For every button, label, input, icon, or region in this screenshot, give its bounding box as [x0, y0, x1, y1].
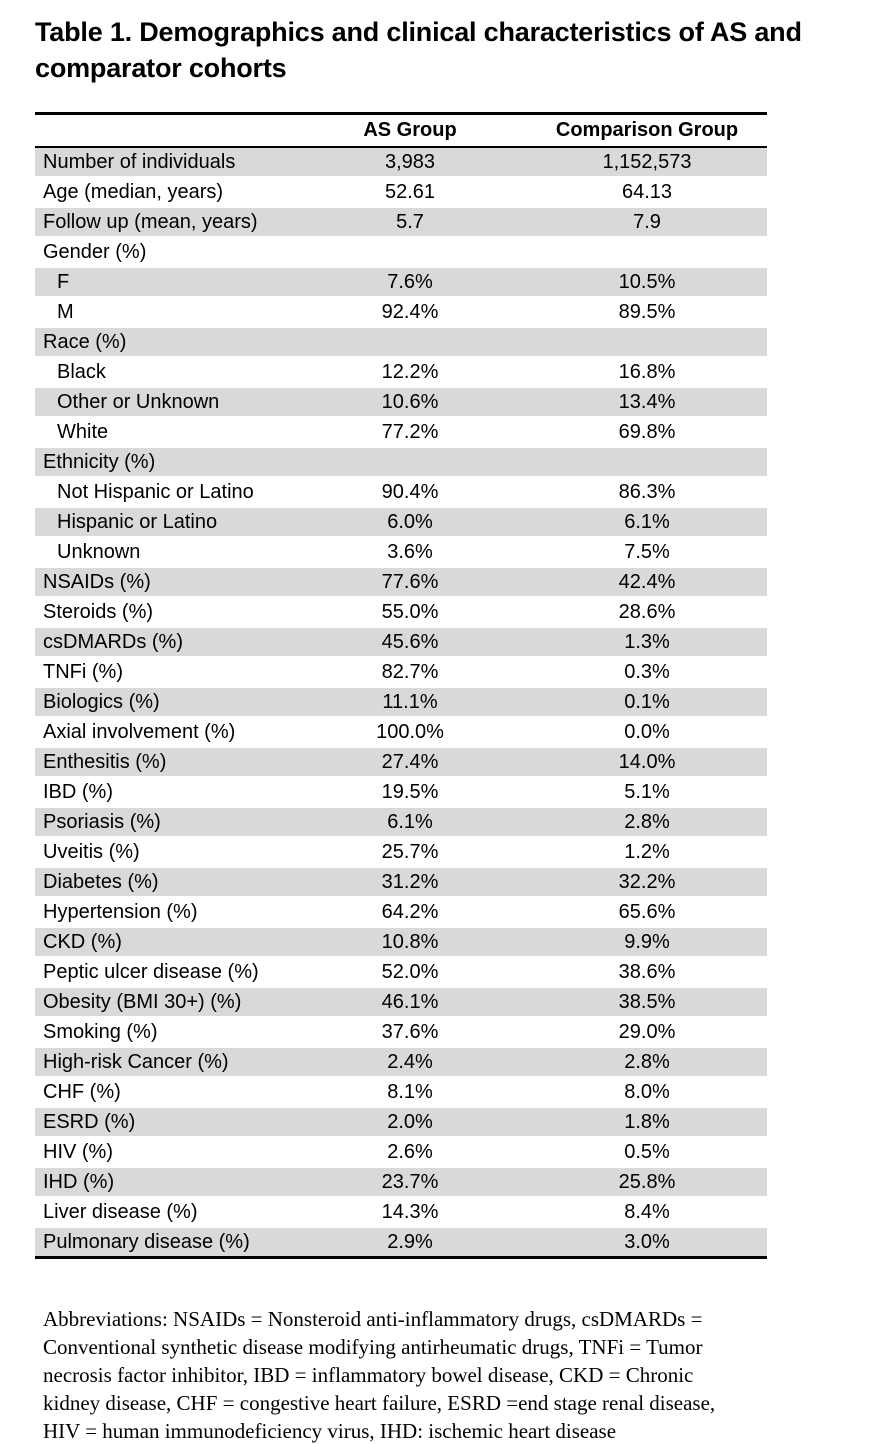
row-label: Age (median, years) — [35, 177, 293, 207]
as-group-value — [293, 447, 527, 477]
row-label: Psoriasis (%) — [35, 807, 293, 837]
comparison-group-value: 1.3% — [527, 627, 767, 657]
table-header — [35, 114, 767, 148]
comparison-group-value: 29.0% — [527, 1017, 767, 1047]
as-group-value: 5.7 — [293, 207, 527, 237]
table-row — [35, 447, 767, 477]
table-row — [35, 627, 767, 657]
as-group-value: 55.0% — [293, 597, 527, 627]
demographics-table — [35, 112, 767, 1259]
table-row — [35, 1107, 767, 1137]
as-group-value: 2.0% — [293, 1107, 527, 1137]
table-row — [35, 747, 767, 777]
row-label: Peptic ulcer disease (%) — [35, 957, 293, 987]
as-group-value: 2.9% — [293, 1227, 527, 1258]
table-row — [35, 687, 767, 717]
comparison-group-value — [527, 447, 767, 477]
comparison-group-value: 0.1% — [527, 687, 767, 717]
table-row — [35, 1197, 767, 1227]
as-group-value: 52.0% — [293, 957, 527, 987]
header-label-cell — [35, 114, 293, 148]
row-label: Black — [35, 357, 293, 387]
comparison-group-value: 7.9 — [527, 207, 767, 237]
row-label: Obesity (BMI 30+) (%) — [35, 987, 293, 1017]
row-label: Diabetes (%) — [35, 867, 293, 897]
as-group-value: 10.8% — [293, 927, 527, 957]
comparison-group-value: 1.2% — [527, 837, 767, 867]
table-row — [35, 537, 767, 567]
row-label: HIV (%) — [35, 1137, 293, 1167]
as-group-value: 52.61 — [293, 177, 527, 207]
footnote-line: Abbreviations: NSAIDs = Nonsteroid anti-inflammatory drugs, csDMARDs = — [43, 1307, 703, 1331]
comparison-group-value: 13.4% — [527, 387, 767, 417]
as-group-value: 92.4% — [293, 297, 527, 327]
comparison-group-value: 2.8% — [527, 1047, 767, 1077]
comparison-group-value: 9.9% — [527, 927, 767, 957]
as-group-value: 23.7% — [293, 1167, 527, 1197]
table-row — [35, 1167, 767, 1197]
table-row — [35, 147, 767, 177]
header-comparison-group: Comparison Group — [527, 114, 767, 148]
comparison-group-value — [527, 327, 767, 357]
table-row — [35, 657, 767, 687]
row-label: Enthesitis (%) — [35, 747, 293, 777]
as-group-value: 3.6% — [293, 537, 527, 567]
as-group-value: 77.2% — [293, 417, 527, 447]
table-row — [35, 477, 767, 507]
row-label: ESRD (%) — [35, 1107, 293, 1137]
row-label: CHF (%) — [35, 1077, 293, 1107]
as-group-value: 77.6% — [293, 567, 527, 597]
comparison-group-value: 64.13 — [527, 177, 767, 207]
as-group-value: 3,983 — [293, 147, 527, 177]
row-label: CKD (%) — [35, 927, 293, 957]
row-label: Biologics (%) — [35, 687, 293, 717]
as-group-value: 27.4% — [293, 747, 527, 777]
comparison-group-value: 6.1% — [527, 507, 767, 537]
row-label: Hispanic or Latino — [35, 507, 293, 537]
comparison-group-value: 42.4% — [527, 567, 767, 597]
row-label: Unknown — [35, 537, 293, 567]
header-as-group: AS Group — [293, 114, 527, 148]
as-group-value: 6.1% — [293, 807, 527, 837]
as-group-value: 19.5% — [293, 777, 527, 807]
comparison-group-value: 86.3% — [527, 477, 767, 507]
table-body — [35, 147, 767, 1258]
comparison-group-value: 0.3% — [527, 657, 767, 687]
row-label: Number of individuals — [35, 147, 293, 177]
as-group-value: 31.2% — [293, 867, 527, 897]
comparison-group-value: 0.5% — [527, 1137, 767, 1167]
row-label: csDMARDs (%) — [35, 627, 293, 657]
row-label: Gender (%) — [35, 237, 293, 267]
table-row — [35, 177, 767, 207]
page-title-line: Table 1. Demographics and clinical characteristics of AS and — [35, 17, 802, 47]
table-row — [35, 327, 767, 357]
table-row — [35, 987, 767, 1017]
table-row — [35, 837, 767, 867]
row-label: Other or Unknown — [35, 387, 293, 417]
page-title — [35, 14, 870, 86]
comparison-group-value: 14.0% — [527, 747, 767, 777]
footnote-line: kidney disease, CHF = congestive heart failure, ESRD =end stage renal disease, — [43, 1391, 716, 1415]
as-group-value: 46.1% — [293, 987, 527, 1017]
comparison-group-value: 7.5% — [527, 537, 767, 567]
as-group-value: 2.6% — [293, 1137, 527, 1167]
comparison-group-value: 8.0% — [527, 1077, 767, 1107]
table-row — [35, 207, 767, 237]
as-group-value: 6.0% — [293, 507, 527, 537]
row-label: Uveitis (%) — [35, 837, 293, 867]
comparison-group-value: 10.5% — [527, 267, 767, 297]
row-label: Liver disease (%) — [35, 1197, 293, 1227]
table-row — [35, 957, 767, 987]
row-label: F — [35, 267, 293, 297]
as-group-value: 37.6% — [293, 1017, 527, 1047]
as-group-value: 11.1% — [293, 687, 527, 717]
table-row — [35, 897, 767, 927]
as-group-value: 45.6% — [293, 627, 527, 657]
comparison-group-value: 25.8% — [527, 1167, 767, 1197]
table-row — [35, 777, 767, 807]
comparison-group-value: 1.8% — [527, 1107, 767, 1137]
row-label: Smoking (%) — [35, 1017, 293, 1047]
table-row — [35, 357, 767, 387]
comparison-group-value: 38.5% — [527, 987, 767, 1017]
row-label: Race (%) — [35, 327, 293, 357]
table-row — [35, 567, 767, 597]
comparison-group-value: 32.2% — [527, 867, 767, 897]
comparison-group-value: 1,152,573 — [527, 147, 767, 177]
footnote-line: necrosis factor inhibitor, IBD = inflammatory bowel disease, CKD = Chronic — [43, 1363, 694, 1387]
table-row — [35, 267, 767, 297]
table-row — [35, 1017, 767, 1047]
table-row — [35, 927, 767, 957]
table-row — [35, 1227, 767, 1258]
table-row — [35, 1137, 767, 1167]
table-row — [35, 417, 767, 447]
row-label: Pulmonary disease (%) — [35, 1227, 293, 1258]
row-label: TNFi (%) — [35, 657, 293, 687]
comparison-group-value: 0.0% — [527, 717, 767, 747]
table-header-row — [35, 114, 767, 148]
as-group-value: 25.7% — [293, 837, 527, 867]
comparison-group-value: 69.8% — [527, 417, 767, 447]
row-label: M — [35, 297, 293, 327]
comparison-group-value: 38.6% — [527, 957, 767, 987]
row-label: Axial involvement (%) — [35, 717, 293, 747]
row-label: Not Hispanic or Latino — [35, 477, 293, 507]
table-row — [35, 1047, 767, 1077]
as-group-value — [293, 327, 527, 357]
row-label: NSAIDs (%) — [35, 567, 293, 597]
table-row — [35, 867, 767, 897]
comparison-group-value: 5.1% — [527, 777, 767, 807]
comparison-group-value: 65.6% — [527, 897, 767, 927]
as-group-value — [293, 237, 527, 267]
as-group-value: 8.1% — [293, 1077, 527, 1107]
table-row — [35, 597, 767, 627]
table-row — [35, 507, 767, 537]
row-label: Ethnicity (%) — [35, 447, 293, 477]
comparison-group-value — [527, 237, 767, 267]
footnote-line: Conventional synthetic disease modifying antirheumatic drugs, TNFi = Tumor — [43, 1335, 703, 1359]
comparison-group-value: 16.8% — [527, 357, 767, 387]
row-label: IBD (%) — [35, 777, 293, 807]
as-group-value: 10.6% — [293, 387, 527, 417]
table-row — [35, 387, 767, 417]
footnote-line: HIV = human immunodeficiency virus, IHD: ischemic heart disease — [43, 1419, 617, 1443]
comparison-group-value: 8.4% — [527, 1197, 767, 1227]
row-label: Steroids (%) — [35, 597, 293, 627]
comparison-group-value: 89.5% — [527, 297, 767, 327]
row-label: Hypertension (%) — [35, 897, 293, 927]
table-row — [35, 297, 767, 327]
as-group-value: 100.0% — [293, 717, 527, 747]
comparison-group-value: 3.0% — [527, 1227, 767, 1258]
as-group-value: 82.7% — [293, 657, 527, 687]
table-row — [35, 237, 767, 267]
row-label: White — [35, 417, 293, 447]
comparison-group-value: 28.6% — [527, 597, 767, 627]
footnote — [43, 1305, 853, 1444]
table-row — [35, 807, 767, 837]
as-group-value: 90.4% — [293, 477, 527, 507]
row-label: IHD (%) — [35, 1167, 293, 1197]
table-row — [35, 1077, 767, 1107]
row-label: High-risk Cancer (%) — [35, 1047, 293, 1077]
as-group-value: 64.2% — [293, 897, 527, 927]
comparison-group-value: 2.8% — [527, 807, 767, 837]
as-group-value: 12.2% — [293, 357, 527, 387]
as-group-value: 7.6% — [293, 267, 527, 297]
as-group-value: 14.3% — [293, 1197, 527, 1227]
table-row — [35, 717, 767, 747]
page-title-line: comparator cohorts — [35, 53, 287, 83]
row-label: Follow up (mean, years) — [35, 207, 293, 237]
as-group-value: 2.4% — [293, 1047, 527, 1077]
